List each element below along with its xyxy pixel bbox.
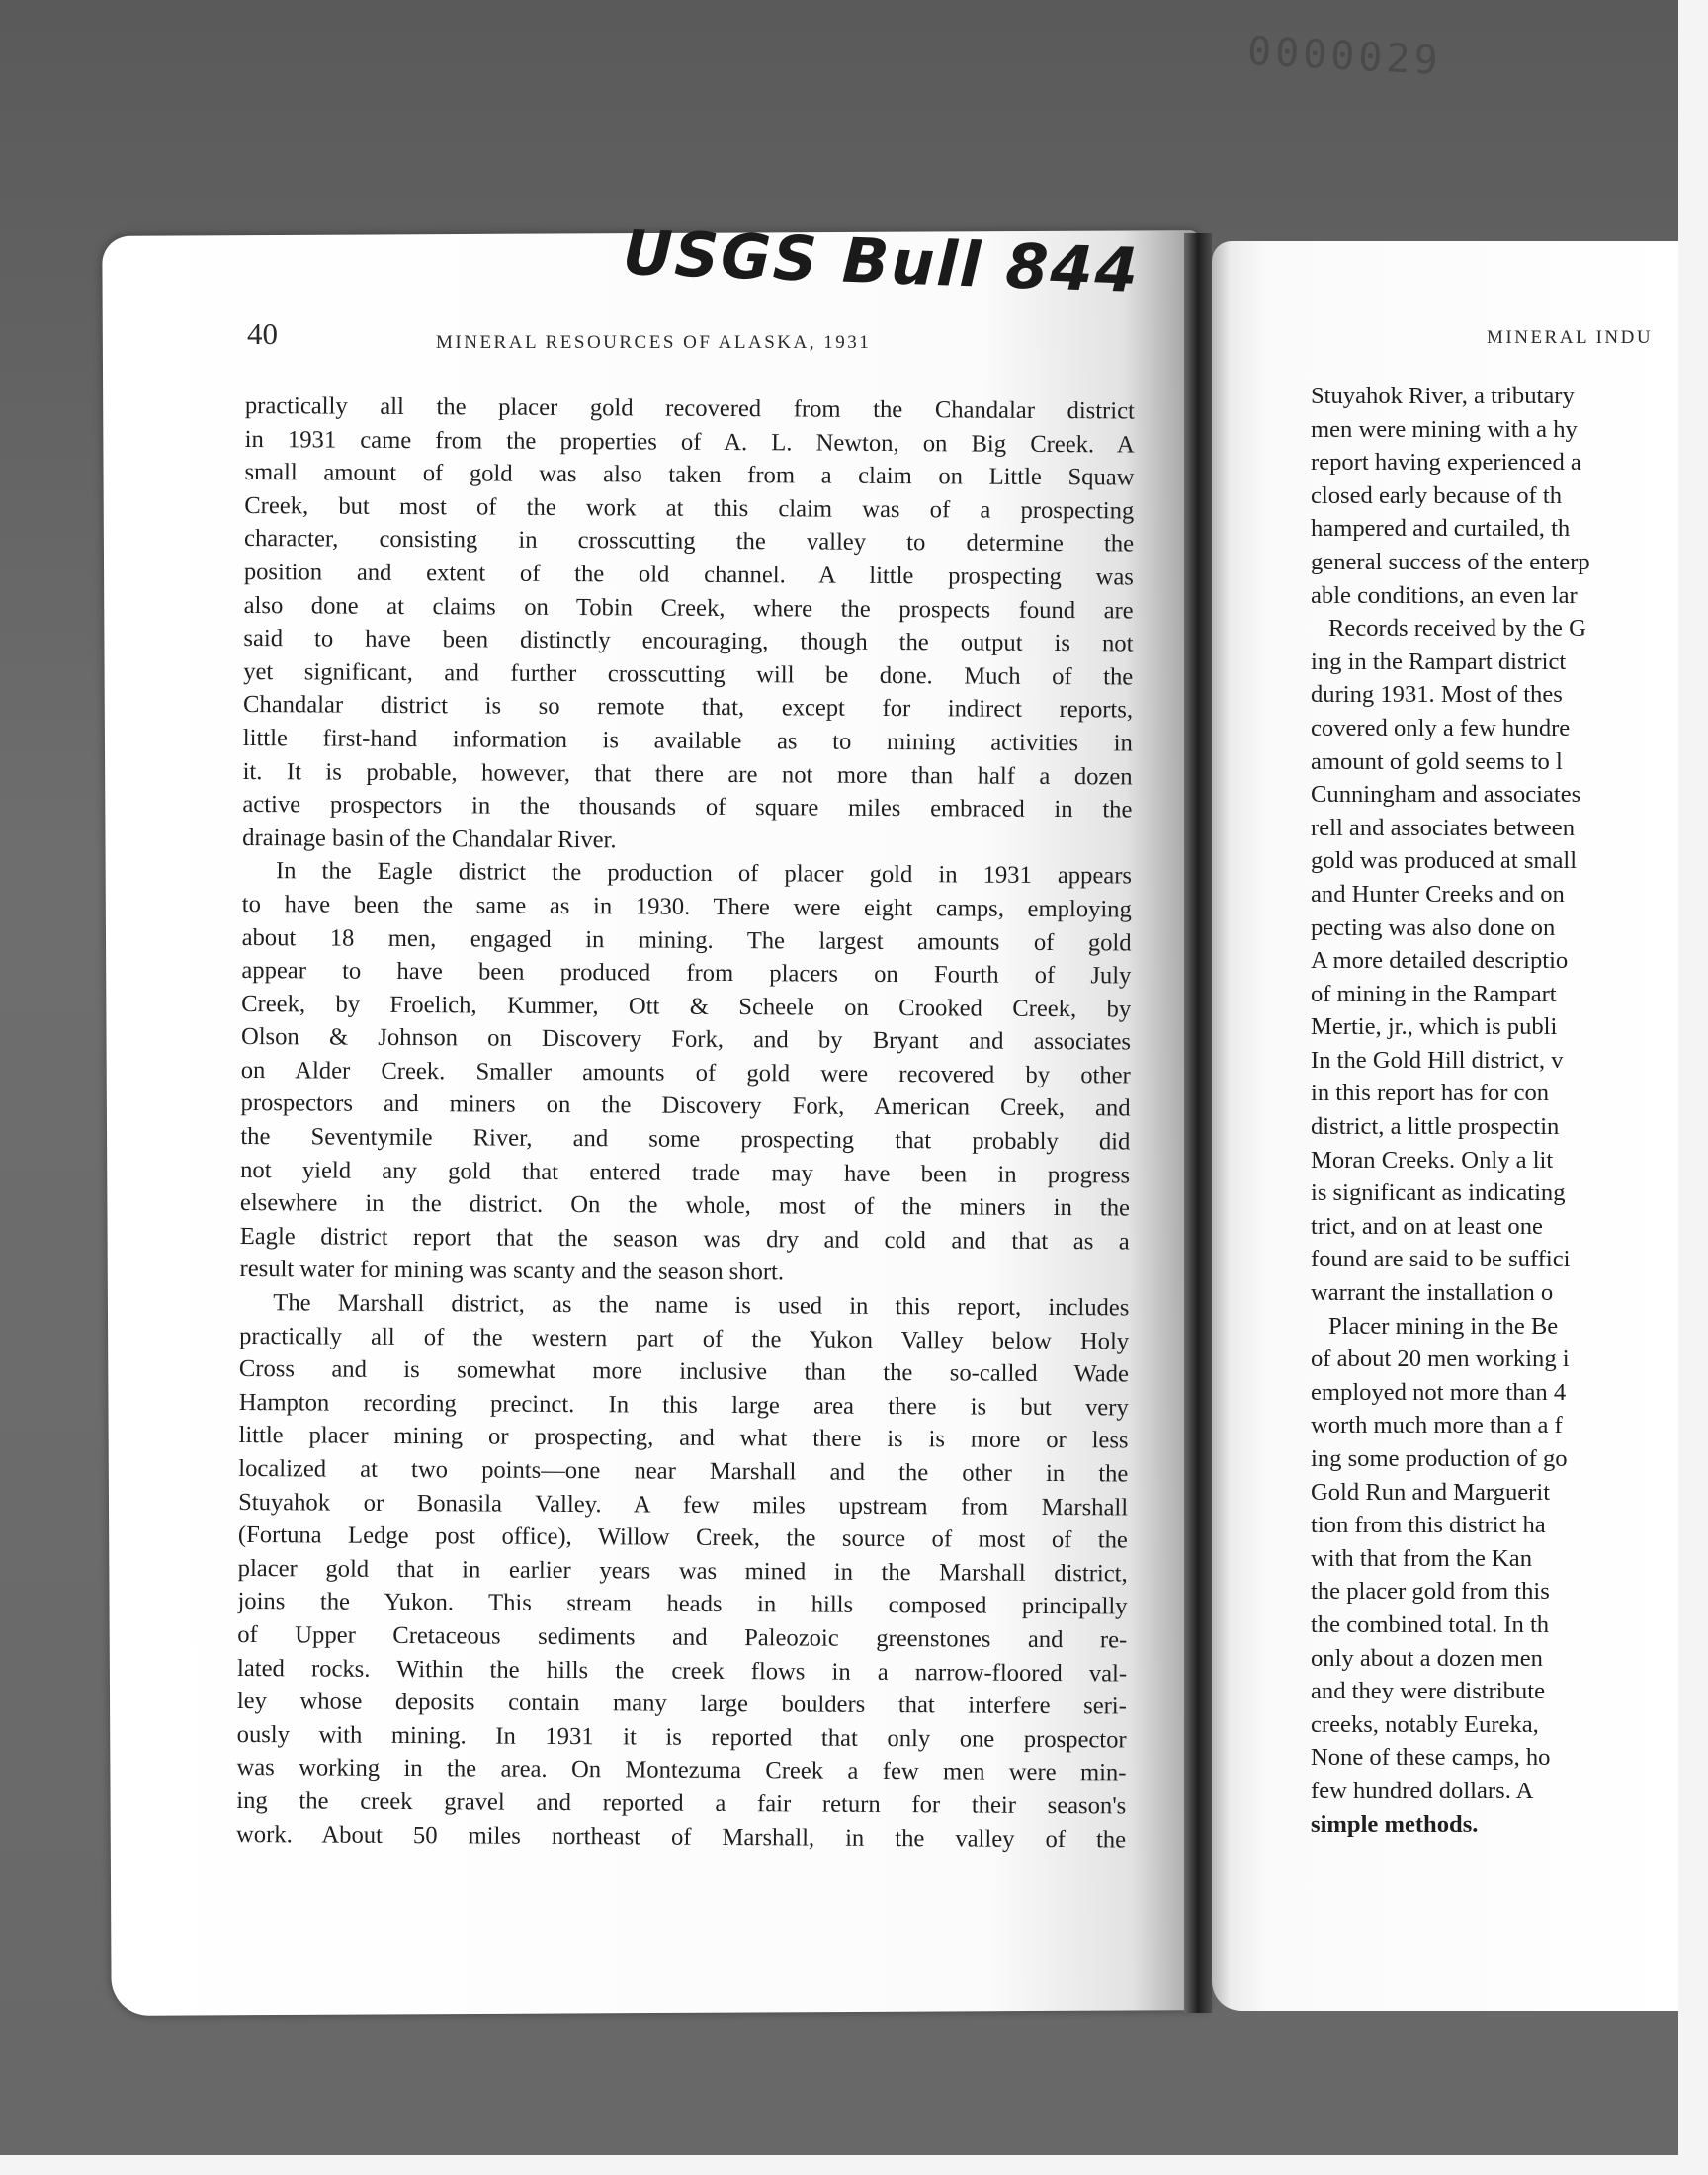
text-line: employed not more than 4 xyxy=(1311,1378,1567,1406)
text-line: Chandalar district is so remote that, except for indirect reports, xyxy=(242,691,1134,724)
text-line: Cunningham and associates xyxy=(1311,781,1581,809)
text-line: Stuyahok River, a tributary xyxy=(1311,383,1575,409)
text-line: closed early because of th xyxy=(1311,481,1563,509)
right-page-body xyxy=(1311,380,1678,1841)
text-line: yet significant, and further crosscutting will be done. Much of the xyxy=(243,657,1134,691)
text-line: character, consisting in crosscutting the valley to determine the xyxy=(243,525,1135,558)
text-line: the Seventymile River, and some prospecting that probably did xyxy=(240,1123,1131,1156)
text-line: amount of gold seems to l xyxy=(1311,747,1563,775)
text-line: Cross and is somewhat more inclusive than the so-called Wade xyxy=(238,1355,1130,1388)
text-line: said to have been distinctly encouraging, though the output is not xyxy=(243,625,1134,657)
text-line: of mining in the Rampart xyxy=(1311,980,1557,1007)
text-line: A more detailed descriptio xyxy=(1311,947,1569,975)
text-line: Gold Run and Marguerit xyxy=(1311,1478,1551,1506)
text-line: on Alder Creek. Smaller amounts of gold were recovered by other xyxy=(240,1056,1131,1089)
text-line: result water for mining was scanty and the season short. xyxy=(239,1256,785,1286)
text-line: in 1931 came from the properties of A. L. Newton, on Big Creek. A xyxy=(244,425,1135,459)
text-line: prospectors and miners on the Discovery Fork, American Creek, and xyxy=(240,1089,1131,1122)
text-line: Creek, by Froelich, Kummer, Ott & Scheele on Crooked Creek, by xyxy=(241,990,1132,1023)
text-line: lated rocks. Within the hills the creek flows in a narrow-floored val- xyxy=(237,1654,1128,1688)
text-line: able conditions, an even lar xyxy=(1311,581,1578,609)
text-line: placer gold that in earlier years was mined in the Marshall district, xyxy=(237,1554,1128,1588)
text-line: In the Eagle district the production of placer gold in 1931 appears xyxy=(275,857,1133,890)
running-head: MINERAL RESOURCES OF ALASKA, 1931 xyxy=(436,332,872,353)
text-line: men were mining with a hy xyxy=(1311,415,1578,443)
running-head-right: MINERAL INDU xyxy=(1487,327,1654,348)
text-line: the placer gold from this xyxy=(1311,1578,1550,1606)
text-line: appear to have been produced from placers on Fourth of July xyxy=(241,957,1132,990)
text-line: (Fortuna Ledge post office), Willow Creek, the source of most of the xyxy=(237,1522,1128,1554)
text-line: few hundred dollars. A xyxy=(1311,1777,1534,1804)
text-line: ing the creek gravel and reported a fair return for their season's xyxy=(236,1786,1127,1820)
page-number: 40 xyxy=(247,316,278,351)
text-line: ing in the Rampart district xyxy=(1311,648,1567,675)
text-line: Eagle district report that the season was dry and cold and that as a xyxy=(239,1222,1130,1256)
text-line: and Hunter Creeks and on xyxy=(1311,880,1565,908)
text-line: rell and associates between xyxy=(1311,814,1576,841)
text-line: with that from the Kan xyxy=(1311,1544,1533,1572)
text-line: Mertie, jr., which is publi xyxy=(1311,1013,1558,1041)
text-line: elsewhere in the district. On the whole, most of the miners in the xyxy=(239,1189,1131,1222)
scan-margin-bottom xyxy=(0,2155,1708,2175)
text-line: hampered and curtailed, th xyxy=(1311,515,1571,543)
text-line: it. It is probable, however, that there are not more than half a dozen xyxy=(242,757,1133,791)
text-line: in this report has for con xyxy=(1311,1080,1550,1107)
text-line: creeks, notably Eureka, xyxy=(1311,1710,1539,1738)
text-line: joins the Yukon. This stream heads in hills composed principally xyxy=(237,1588,1128,1620)
text-line: ously with mining. In 1931 it is reported that only one prospector xyxy=(236,1720,1127,1754)
text-line: None of these camps, ho xyxy=(1311,1744,1551,1772)
text-line: Creek, but most of the work at this claim was of a prospecting xyxy=(244,491,1135,525)
archive-stamp: 0000029 xyxy=(1245,28,1443,85)
text-line: and they were distribute xyxy=(1311,1678,1545,1705)
text-line: report having experienced a xyxy=(1311,449,1581,477)
text-line: during 1931. Most of thes xyxy=(1311,681,1563,709)
text-line: is significant as indicating xyxy=(1311,1179,1566,1207)
text-line: district, a little prospectin xyxy=(1311,1113,1560,1141)
text-line: general success of the enterp xyxy=(1311,548,1590,575)
text-line: position and extent of the old channel. A little prospecting was xyxy=(243,558,1134,591)
handwritten-note: USGS Bull 844 xyxy=(621,216,1142,307)
text-line: practically all the placer gold recovered from the Chandalar district xyxy=(244,392,1135,425)
text-line: ley whose deposits contain many large boulders that interfere seri- xyxy=(236,1688,1127,1720)
text-line: active prospectors in the thousands of square miles embraced in the xyxy=(242,791,1133,824)
text-line: The Marshall district, as the name is used in this report, includes xyxy=(273,1289,1130,1322)
text-line: of about 20 men working i xyxy=(1311,1346,1570,1373)
text-line: about 18 men, engaged in mining. The largest amounts of gold xyxy=(241,923,1132,956)
text-line: Olson & Johnson on Discovery Fork, and by Bryant and associates xyxy=(240,1023,1132,1056)
text-line: Records received by the G xyxy=(1328,615,1586,643)
book-gutter xyxy=(1184,233,1212,2013)
left-page-body xyxy=(236,390,1135,1857)
text-line: little first-hand information is available as to mining activities in xyxy=(242,724,1133,757)
text-line: only about a dozen men xyxy=(1311,1644,1543,1672)
text-line: was working in the area. On Montezuma Creek a few men were min- xyxy=(236,1754,1127,1786)
text-line: also done at claims on Tobin Creek, where the prospects found are xyxy=(243,591,1134,625)
text-line: to have been the same as in 1930. There were eight camps, employing xyxy=(241,890,1132,923)
text-line: the combined total. In th xyxy=(1311,1610,1550,1638)
scan-margin-right xyxy=(1678,0,1708,2175)
text-line: found are said to be suffici xyxy=(1311,1246,1571,1273)
text-line: little placer mining or prospecting, and what there is is more or less xyxy=(238,1422,1129,1454)
text-line: worth much more than a f xyxy=(1311,1412,1563,1439)
text-line: trict, and on at least one xyxy=(1311,1212,1543,1240)
text-line: not yield any gold that entered trade may have been in progress xyxy=(240,1156,1131,1189)
text-line: simple methods. xyxy=(1311,1810,1479,1838)
text-line: work. About 50 miles northeast of Marshall, in the valley of the xyxy=(235,1820,1127,1854)
text-line: Hampton recording precinct. In this large area there is but very xyxy=(238,1388,1129,1422)
text-line: Moran Creeks. Only a lit xyxy=(1311,1146,1554,1174)
text-line: localized at two points—one near Marshall and the other in the xyxy=(238,1454,1129,1488)
text-line: practically all of the western part of the Yukon Valley below Holy xyxy=(239,1322,1130,1355)
text-line: pecting was also done on xyxy=(1311,914,1556,941)
text-line: covered only a few hundre xyxy=(1311,714,1571,741)
text-line: small amount of gold was also taken from a claim on Little Squaw xyxy=(244,459,1135,491)
text-line: In the Gold Hill district, v xyxy=(1311,1046,1564,1074)
text-line: Placer mining in the Be xyxy=(1328,1312,1559,1340)
text-line: tion from this district ha xyxy=(1311,1512,1546,1539)
text-line: Stuyahok or Bonasila Valley. A few miles upstream from Marshall xyxy=(238,1488,1129,1522)
text-line: warrant the installation o xyxy=(1311,1279,1554,1307)
text-line: drainage basin of the Chandalar River. xyxy=(242,824,617,854)
text-line: gold was produced at small xyxy=(1311,847,1578,875)
text-line: of Upper Cretaceous sediments and Paleozoic greenstones and re- xyxy=(237,1620,1128,1654)
text-line: ing some production of go xyxy=(1311,1445,1568,1472)
